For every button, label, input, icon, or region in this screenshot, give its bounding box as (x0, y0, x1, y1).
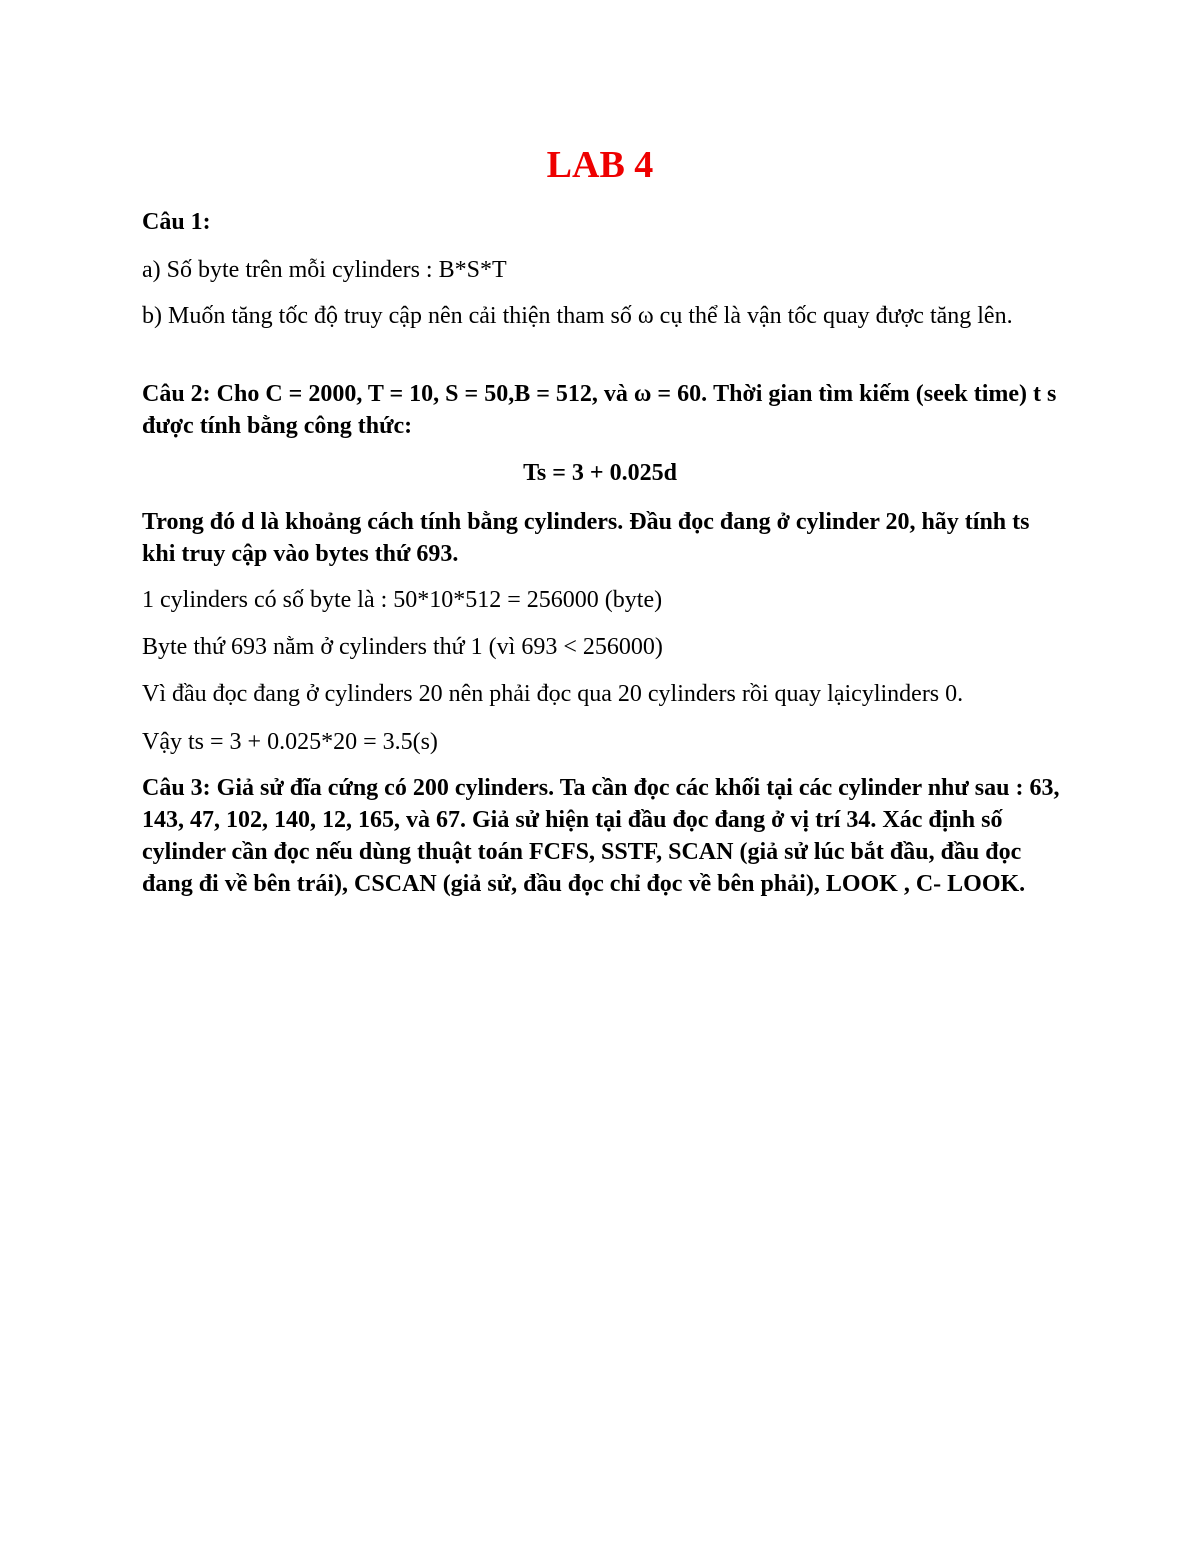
cau2-answer-line-3: Vì đầu đọc đang ở cylinders 20 nên phải đọc qua 20 cylinders rồi quay lạicylinders 0. (142, 681, 964, 707)
cau2-answer-line-2: Byte thứ 693 nằm ở cylinders thứ 1 (vì 693 < 256000) (142, 634, 663, 660)
cau1-answer-b: b) Muốn tăng tốc độ truy cập nên cải thiện tham số ω cụ thể là vận tốc quay được tăng lên. (142, 303, 1013, 329)
cau2-question-continued: Trong đó d là khoảng cách tính bằng cylinders. Đầu đọc đang ở cylinder 20, hãy tính ts khi truy cập vào bytes thứ 693. (142, 509, 1030, 567)
cau3-question: Câu 3: Giả sử đĩa cứng có 200 cylinders. Ta cần đọc các khối tại các cylinder như sau : 63, 143, 47, 102, 140, 12, 165, và 67. Giả sử hiện tại đầu đọc đang ở vị trí 34. Xác định số cylinder cần đọc nếu dùng thuật toán FCFS, SSTF, SCAN (giả sử lúc bắt đầu, đầu đọc đang đi về bên trái), CSCAN (giả sử, đầu đọc chỉ đọc về bên phải), LOOK , C- LOOK. (142, 775, 1060, 897)
cau2-answer-line-1: 1 cylinders có số byte là : 50*10*512 = 256000 (byte) (142, 587, 663, 613)
cau1-answer-a: a) Số byte trên mỗi cylinders : B*S*T (142, 257, 507, 283)
cau1-heading: Câu 1: (142, 209, 211, 235)
cau2-answer-line-4: Vậy ts = 3 + 0.025*20 = 3.5(s) (142, 729, 438, 755)
cau2-formula: Ts = 3 + 0.025d (523, 460, 677, 486)
cau2-question: Câu 2: Cho C = 2000, T = 10, S = 50,B = 512, và ω = 60. Thời gian tìm kiếm (seek time) t s được tính bằng công thức: (142, 381, 1057, 439)
document-title: LAB 4 (546, 144, 654, 186)
